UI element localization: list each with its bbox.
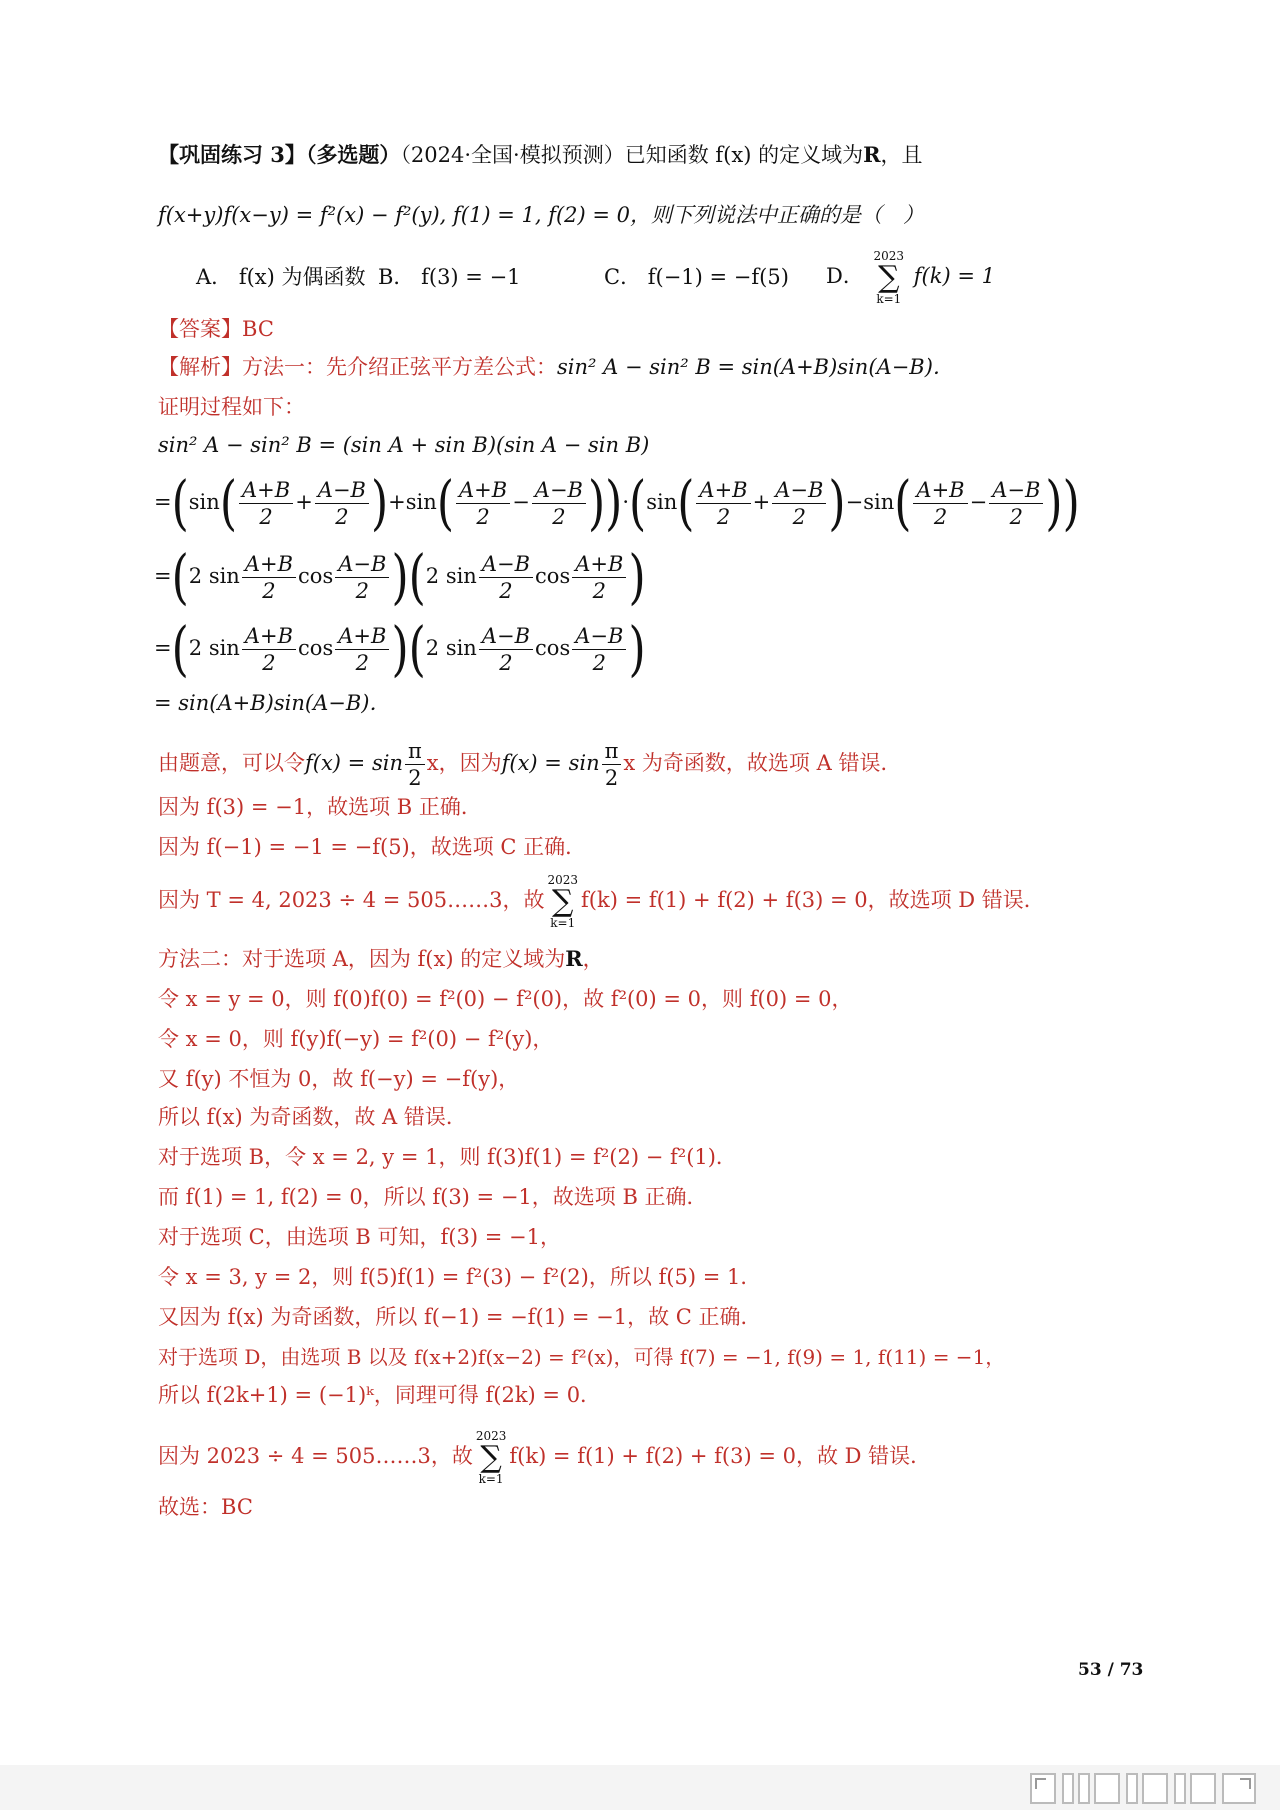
bar-7	[1174, 1773, 1186, 1804]
proof-line-3: =(2 sin $\frac{A+B}{2}$ cos $\frac{A-B}{2}$ )(2 sin $\frac{A-B}{2}$ cos $\frac{A+B}{2}$ )	[154, 542, 646, 612]
m2-line-2: 令 x = y = 0，则 f(0)f(0) = f²(0) − f²(0)，故 f²(0) = 0，则 f(0) = 0，	[158, 987, 853, 1011]
bar-4	[1094, 1773, 1120, 1804]
method1-intro: 方法一：先介绍正弦平方差公式：	[242, 355, 557, 379]
bar-6	[1142, 1773, 1168, 1804]
sum-sign: 2023 ∑ k=1	[475, 1428, 507, 1486]
sum-sign: 2023 ∑ k=1	[873, 248, 905, 306]
m1-line-4: 因为 T = 4, 2023 ÷ 4 = 505……3，故 2023 ∑ k=1 f(k) = f(1) + f(2) + f(3) = 0，故选项 D 错误．	[158, 872, 1045, 930]
bar-9	[1222, 1773, 1256, 1804]
answer-value: BC	[242, 317, 274, 341]
m2-line-9: 令 x = 3, y = 2，则 f(5)f(1) = f²(3) − f²(2)，所以 f(5) = 1．	[158, 1265, 762, 1289]
problem-header	[158, 140, 923, 170]
m1-line-1: 由题意，可以令f(x) = sin $\frac{\pi}{2}$ x，因为f(x) = sin $\frac{\pi}{2}$ x 为奇函数，故选项 A 错误．	[158, 739, 902, 790]
proof-last: = sin(A+B)sin(A−B)．	[154, 691, 391, 715]
m1-line-3: 因为 f(−1) = −1 = −f(5)，故选项 C 正确．	[158, 835, 587, 859]
problem-stem: 已知函数 f(x) 的定义域为	[624, 143, 864, 167]
proof-line-2: =(sin( $\frac{A+B}{2}$ + $\frac{A-B}{2}$ )+sin( $\frac{A+B}{2}$ − $\frac{A-B}{2}$ ))·(sin( $\frac{A+B}{2}$ + $\frac{A-B}{2}$ )−sin( $\frac{A+B}{2}$ − $\frac{A-B}{2}$ ))	[154, 468, 1080, 538]
option-d	[826, 246, 995, 306]
bar-2	[1062, 1773, 1074, 1804]
m2-line-10: 又因为 f(x) 为奇函数，所以 f(−1) = −f(1) = −1，故 C 正确．	[158, 1305, 762, 1329]
m2-line-6: 对于选项 B，令 x = 2, y = 1，则 f(3)f(1) = f²(2) − f²(1)．	[158, 1145, 737, 1169]
answer-line	[158, 314, 274, 344]
bar-1	[1030, 1773, 1056, 1804]
problem-stem-tail: ，且	[880, 143, 923, 167]
final-answer: 故选：BC	[158, 1495, 253, 1519]
domain-R: R	[863, 142, 881, 167]
analysis-label: 【解析】	[158, 355, 242, 379]
m2-line-5: 所以 f(x) 为奇函数，故 A 错误．	[158, 1105, 467, 1129]
proof-line-4: =(2 sin $\frac{A+B}{2}$ cos $\frac{A+B}{2}$ )(2 sin $\frac{A-B}{2}$ cos $\frac{A-B}{2}$ )	[154, 614, 646, 684]
proof-line-1: sin² A − sin² B = (sin A + sin B)(sin A − sin B)	[158, 433, 650, 457]
option-b: B． f(3) = −1	[378, 265, 521, 289]
m2-line-3: 令 x = 0，则 f(y)f(−y) = f²(0) − f²(y)，	[158, 1027, 554, 1051]
proof-title: 证明过程如下：	[158, 395, 305, 419]
m2-line-8: 对于选项 C，由选项 B 可知，f(3) = −1，	[158, 1225, 561, 1249]
m2-line-4: 又 f(y) 不恒为 0，故 f(−y) = −f(y)，	[158, 1067, 520, 1091]
m2-line-7: 而 f(1) = 1, f(2) = 0，所以 f(3) = −1，故选项 B 正确．	[158, 1185, 708, 1209]
m2-line-1: 方法二：对于选项 A，因为 f(x) 的定义域为R，	[158, 946, 604, 971]
option-d-label: D．	[826, 264, 864, 288]
sum-sign: 2023 ∑ k=1	[547, 872, 579, 930]
option-a: A． f(x) 为偶函数	[196, 265, 366, 289]
bar-3	[1078, 1773, 1090, 1804]
method1-formula: sin² A − sin² B = sin(A+B)sin(A−B)．	[557, 355, 954, 379]
answer-label: 【答案】	[158, 317, 242, 341]
problem-source: （2024·全国·模拟预测）	[400, 143, 625, 167]
m2-line-13: 因为 2023 ÷ 4 = 505……3，故 2023 ∑ k=1 f(k) = f(1) + f(2) + f(3) = 0，故 D 错误．	[158, 1428, 932, 1486]
m2-line-11: 对于选项 D，由选项 B 以及 f(x+2)f(x−2) = f²(x)，可得 f(7) = −1, f(9) = 1, f(11) = −1，	[158, 1345, 1006, 1369]
bar-5	[1126, 1773, 1138, 1804]
analysis-intro	[158, 352, 954, 382]
m1-line-2: 因为 f(3) = −1，故选项 B 正确．	[158, 795, 482, 819]
problem-condition: f(x+y)f(x−y) = f²(x) − f²(y), f(1) = 1, f(2) = 0，则下列说法中正确的是（ ）	[158, 203, 925, 227]
option-d-expr: f(k) = 1	[913, 264, 995, 288]
m2-line-12: 所以 f(2k+1) = (−1)ᵏ，同理可得 f(2k) = 0．	[158, 1383, 602, 1407]
option-c: C． f(−1) = −f(5)	[604, 265, 789, 289]
problem-type: （多选题）	[305, 142, 401, 167]
problem-tag: 【巩固练习 3】	[158, 142, 306, 167]
page-number: 53 / 73	[1078, 1660, 1144, 1680]
bar-8	[1190, 1773, 1216, 1804]
